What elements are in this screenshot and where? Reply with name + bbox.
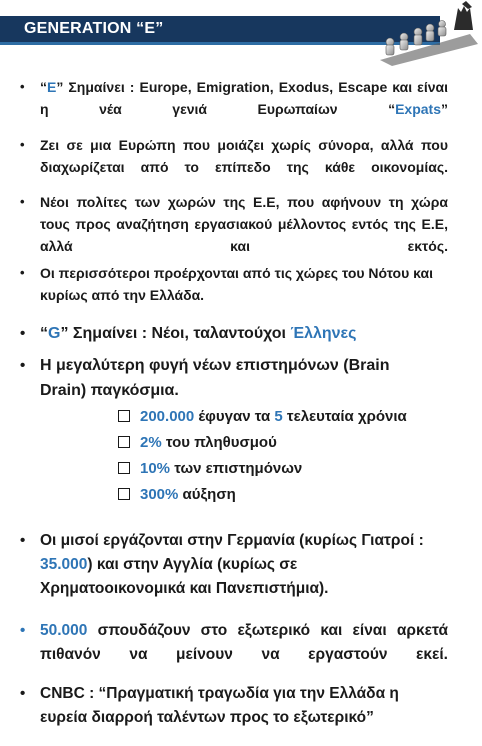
bullet-cnbc-quote: • CNBC : “Πραγματική τραγωδία για την Ελλάδα η ευρεία διαρροή ταλέντων προς το εξωτερικό” [20,685,399,726]
stat-item: 10% των επιστημόνων [118,459,302,479]
bullet-generation-g: • “G” Σημαίνει : Νέοι, ταλαντούχοι Έλληνες [20,325,357,342]
checkbox-square-icon [118,436,130,448]
bullet-europe-borders: • Ζει σε μια Ευρώπη που μοιάζει χωρίς σύνορα, αλλά που διαχωρίζεται από το επίπεδο της κάθε οικονομίας. [20,137,448,175]
bullet-brain-drain: • Η μεγαλύτερη φυγή νέων επιστημόνων (Brain Drain) παγκόσμια. [20,357,390,399]
bullet-eu-citizens: • Νέοι πολίτες των χωρών της Ε.Ε, που αφήνουν τη χώρα τους προς αναζήτηση εργασιακού μέλλοντος εντός της Ε.Ε, αλλά και εκτός. [20,194,448,254]
bullet-studying-abroad: • 50.000 σπουδάζουν στο εξωτερικό και είναι αρκετά πιθανόν να μείνουν να εργαστούν εκεί. [20,622,448,663]
checkbox-square-icon [118,488,130,500]
bullet-south-countries: • Οι περισσότεροι προέρχονται από τις χώρες του Νότου και κυρίως από την Ελλάδα. [20,265,433,303]
stat-item: 2% του πληθυσμού [118,433,277,453]
bullet-generation-e: • “E” Σημαίνει : Europe, Emigration, Exodus, Escape και είναι η νέα γενιά Ευρωπαίων “Expats” [20,79,448,117]
checkbox-square-icon [118,410,130,422]
stat-item: 300% αύξηση [118,485,236,505]
checkbox-square-icon [118,462,130,474]
stat-item: 200.000 έφυγαν τα 5 τελευταία χρόνια [118,407,407,427]
bullet-germany-england: • Οι μισοί εργάζονται στην Γερμανία (κυρίως Γιατροί : 35.000) και στην Αγγλία (κυρίως σε Χρηματοοικονομικά και Πανεπιστήμια). [20,532,424,597]
chess-pieces-logo [370,0,482,66]
page-title: GENERATION “E” [24,20,164,37]
